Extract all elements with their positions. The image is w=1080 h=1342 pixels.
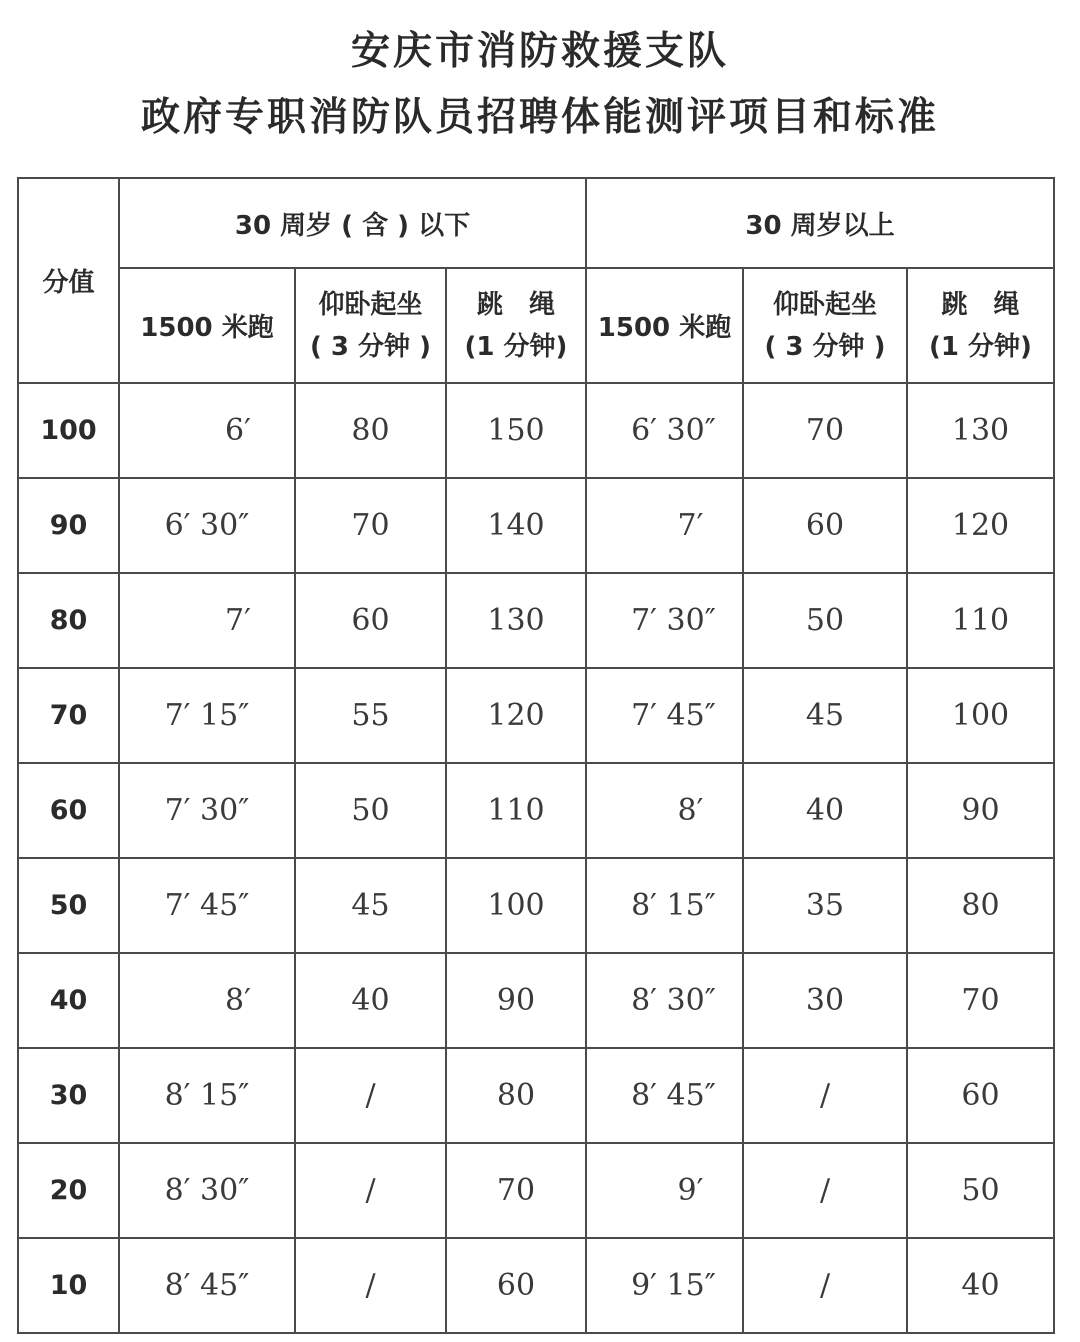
table-row xyxy=(18,763,1054,858)
under30-run-cell: 7′ 45″ xyxy=(119,858,295,953)
score-cell: 60 xyxy=(18,763,119,858)
over30-situp-cell: / xyxy=(743,1238,907,1333)
under30-run-cell: 7′ xyxy=(119,573,295,668)
under30-situp-cell: 40 xyxy=(295,953,446,1048)
situp-header-line1: 仰卧起坐 xyxy=(772,289,877,320)
over30-run-cell: 6′ 30″ xyxy=(586,383,743,478)
under30-situp-header xyxy=(295,268,446,383)
score-header: 分值 xyxy=(18,178,119,383)
situp-header-line1: 仰卧起坐 xyxy=(318,289,423,320)
under30-rope-cell: 90 xyxy=(446,953,586,1048)
under30-run-cell: 8′ 45″ xyxy=(119,1238,295,1333)
under30-run-cell: 7′ 30″ xyxy=(119,763,295,858)
title-line-1: 安庆市消防救援支队 xyxy=(350,29,729,74)
rope-header-line2: (1 分钟) xyxy=(464,331,568,362)
under30-rope-cell: 150 xyxy=(446,383,586,478)
table-row xyxy=(18,668,1054,763)
score-cell: 20 xyxy=(18,1143,119,1238)
over30-run-cell: 9′ xyxy=(586,1143,743,1238)
table-row xyxy=(18,1238,1054,1333)
over30-situp-header xyxy=(743,268,907,383)
situp-header-line2: ( 3 分钟 ) xyxy=(764,331,886,362)
over30-rope-cell: 90 xyxy=(907,763,1054,858)
under30-rope-header xyxy=(446,268,586,383)
over30-run-cell: 9′ 15″ xyxy=(586,1238,743,1333)
over30-rope-cell: 110 xyxy=(907,573,1054,668)
under30-situp-cell: 60 xyxy=(295,573,446,668)
under30-run-cell: 6′ 30″ xyxy=(119,478,295,573)
table-row xyxy=(18,953,1054,1048)
over30-situp-cell: 40 xyxy=(743,763,907,858)
over30-run-cell: 8′ xyxy=(586,763,743,858)
situp-header-line2: ( 3 分钟 ) xyxy=(309,331,431,362)
rope-header-line2: (1 分钟) xyxy=(929,331,1032,362)
under30-situp-cell: / xyxy=(295,1238,446,1333)
table-row xyxy=(18,383,1054,478)
over30-rope-cell: 100 xyxy=(907,668,1054,763)
over30-run-cell: 8′ 45″ xyxy=(586,1048,743,1143)
rope-header-line1: 跳 绳 xyxy=(941,289,1020,320)
under30-situp-cell: 55 xyxy=(295,668,446,763)
fitness-standards-table xyxy=(17,177,1055,1334)
score-cell: 80 xyxy=(18,573,119,668)
under30-situp-cell: 50 xyxy=(295,763,446,858)
over30-rope-cell: 130 xyxy=(907,383,1054,478)
under30-situp-cell: 80 xyxy=(295,383,446,478)
over30-rope-cell: 120 xyxy=(907,478,1054,573)
score-cell: 10 xyxy=(18,1238,119,1333)
over30-run-cell: 7′ 30″ xyxy=(586,573,743,668)
over30-situp-cell: 35 xyxy=(743,858,907,953)
under30-run-cell: 8′ 15″ xyxy=(119,1048,295,1143)
over30-rope-cell: 40 xyxy=(907,1238,1054,1333)
over30-run-cell: 7′ 45″ xyxy=(586,668,743,763)
under30-rope-cell: 140 xyxy=(446,478,586,573)
under30-rope-cell: 70 xyxy=(446,1143,586,1238)
over30-situp-cell: / xyxy=(743,1143,907,1238)
table-row xyxy=(18,1048,1054,1143)
title-line-2: 政府专职消防队员招聘体能测评项目和标准 xyxy=(140,95,939,140)
group-under-30-header: 30 周岁 ( 含 ) 以下 xyxy=(119,178,586,268)
under30-situp-cell: / xyxy=(295,1048,446,1143)
under30-rope-cell: 120 xyxy=(446,668,586,763)
over30-situp-cell: 50 xyxy=(743,573,907,668)
over30-rope-cell: 70 xyxy=(907,953,1054,1048)
over30-situp-cell: 60 xyxy=(743,478,907,573)
under30-situp-cell: 45 xyxy=(295,858,446,953)
over30-rope-cell: 60 xyxy=(907,1048,1054,1143)
over30-situp-cell: 30 xyxy=(743,953,907,1048)
under30-rope-cell: 110 xyxy=(446,763,586,858)
over30-situp-cell: 45 xyxy=(743,668,907,763)
score-cell: 40 xyxy=(18,953,119,1048)
score-cell: 50 xyxy=(18,858,119,953)
over30-situp-cell: 70 xyxy=(743,383,907,478)
table-row xyxy=(18,858,1054,953)
under30-rope-cell: 130 xyxy=(446,573,586,668)
under30-run-cell: 8′ xyxy=(119,953,295,1048)
score-cell: 30 xyxy=(18,1048,119,1143)
group-over-30-header: 30 周岁以上 xyxy=(586,178,1054,268)
over30-rope-cell: 50 xyxy=(907,1143,1054,1238)
score-cell: 70 xyxy=(18,668,119,763)
over30-run-header: 1500 米跑 xyxy=(586,268,743,383)
rope-header-line1: 跳 绳 xyxy=(476,289,555,320)
over30-run-cell: 7′ xyxy=(586,478,743,573)
under30-situp-cell: 70 xyxy=(295,478,446,573)
under30-rope-cell: 60 xyxy=(446,1238,586,1333)
under30-run-cell: 8′ 30″ xyxy=(119,1143,295,1238)
over30-rope-header xyxy=(907,268,1054,383)
table-row xyxy=(18,573,1054,668)
score-cell: 100 xyxy=(18,383,119,478)
over30-run-cell: 8′ 30″ xyxy=(586,953,743,1048)
under30-rope-cell: 80 xyxy=(446,1048,586,1143)
score-cell: 90 xyxy=(18,478,119,573)
under30-rope-cell: 100 xyxy=(446,858,586,953)
under30-run-cell: 7′ 15″ xyxy=(119,668,295,763)
over30-situp-cell: / xyxy=(743,1048,907,1143)
under30-situp-cell: / xyxy=(295,1143,446,1238)
under30-run-cell: 6′ xyxy=(119,383,295,478)
table-row xyxy=(18,478,1054,573)
over30-run-cell: 8′ 15″ xyxy=(586,858,743,953)
under30-run-header: 1500 米跑 xyxy=(119,268,295,383)
table-row xyxy=(18,1143,1054,1238)
over30-rope-cell: 80 xyxy=(907,858,1054,953)
